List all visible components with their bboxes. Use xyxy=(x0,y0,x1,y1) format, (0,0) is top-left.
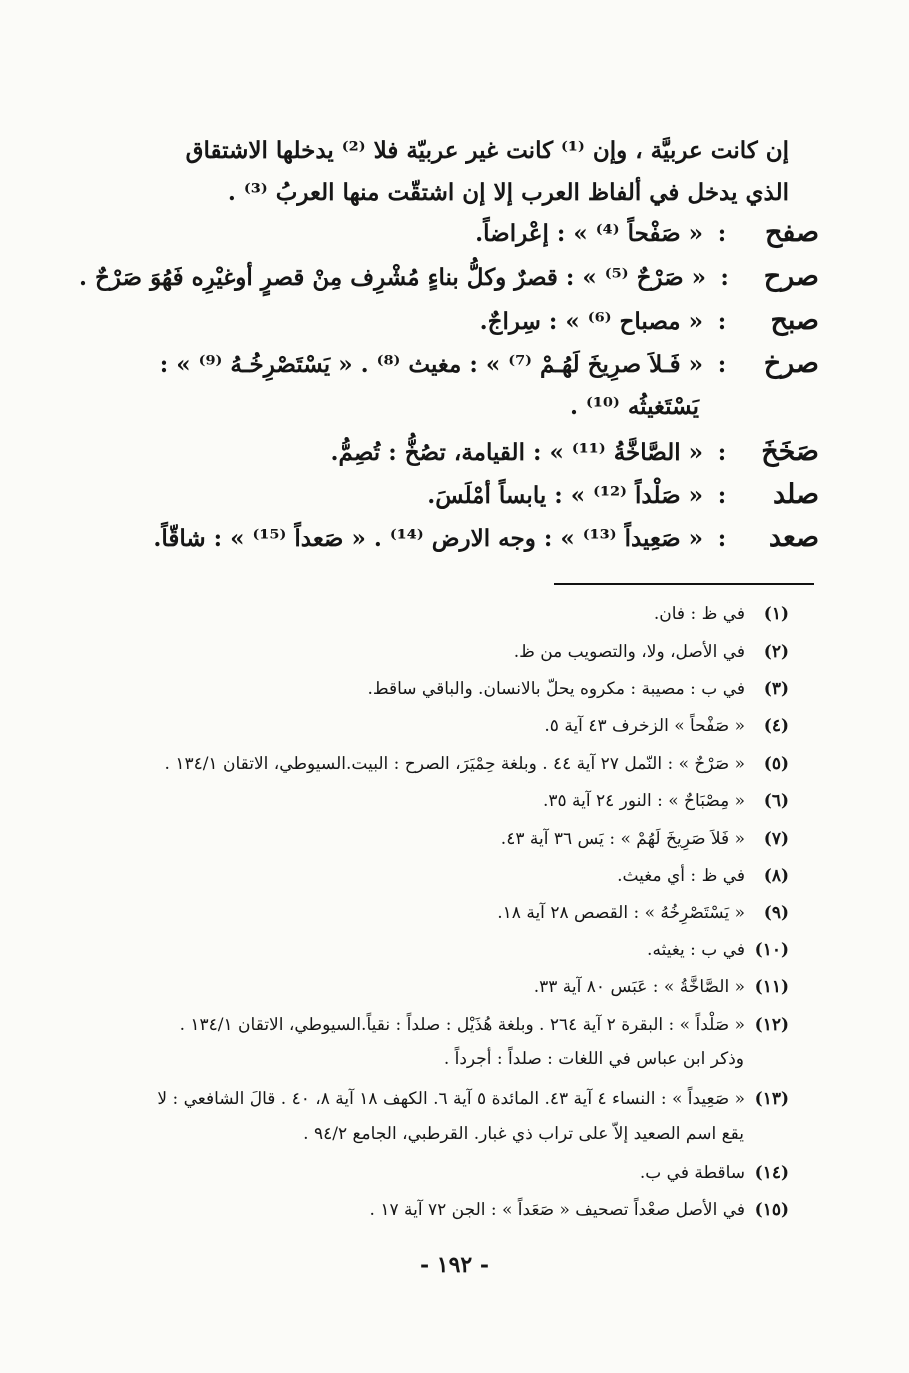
entry-headword: صعد xyxy=(768,522,819,553)
entry-separator: : xyxy=(717,351,727,378)
entry-definition: « الصَّاخَّةُ ⁽¹¹⁾ » : القيامة، تصُخُّ : تُصِمُّ. xyxy=(330,439,703,466)
entry-headword: صرخ xyxy=(763,348,819,379)
footnote xyxy=(99,752,789,776)
footnote-text: ساقطة في ب. xyxy=(639,1163,745,1183)
footnote-number: (١٢) xyxy=(754,1015,789,1035)
footnote-continuation: وذكر ابن عباس في اللغات : صلداً : أجرداً . xyxy=(443,1049,744,1069)
footnote-text: « الصَّاخَّةُ » : عَبَس ٨٠ آية ٣٣. xyxy=(533,977,745,997)
entry-sarkh-continuation: يَسْتَغيثُه ⁽¹⁰⁾ . xyxy=(569,393,699,420)
page-number: - ١٩٢ - xyxy=(419,1252,490,1278)
footnote xyxy=(99,1087,789,1111)
entry-sabh xyxy=(79,301,819,342)
entry-sarkh xyxy=(79,344,819,385)
footnote-text: « مِصْبَاحٌ » : النور ٢٤ آية ٣٥. xyxy=(542,791,745,811)
entry-definition: « صَعِيداً ⁽¹³⁾ » : وجه الارض ⁽¹⁴⁾ . « صَعداً ⁽¹⁵⁾ » : شاقّاً. xyxy=(153,525,703,552)
footnote-text: « يَسْتَصْرِخُهُ » : القصص ٢٨ آية ١٨. xyxy=(497,903,745,923)
footnote xyxy=(99,1198,789,1222)
entry-safh xyxy=(79,213,819,254)
entry-definition: « صَرْحٌ ⁽⁵⁾ » : قصرٌ وكلُّ بناءٍ مُشْرِف مِنْ قصرٍ أوغيْرِه فَهُوَ صَرْحٌ . xyxy=(79,264,707,291)
footnote-text: في الأصل، ولا، والتصويب من ظ. xyxy=(513,642,745,662)
footnote-text: « فَلاَ صَرِيخَ لَهُمْ » : يَس ٣٦ آية ٤٣. xyxy=(500,829,745,849)
entry-definition: « فَـلاَ صرِيخَ لَهُـمْ ⁽⁷⁾ » : مغيث ⁽⁸⁾ . « يَسْتَصْرِخُـهُ ⁽⁹⁾ » : xyxy=(159,351,703,378)
footnote-number: (١٣) xyxy=(754,1089,789,1109)
footnote xyxy=(99,714,789,738)
footnote-number: (٨) xyxy=(763,866,789,886)
intro-line-2: الذي يدخل في ألفاظ العرب إلا إن اشتقّت منها العربُ ⁽³⁾ . xyxy=(227,179,789,206)
entry-separator: : xyxy=(717,482,727,509)
footnote xyxy=(99,789,789,813)
footnote xyxy=(99,1013,789,1037)
footnote-text: في الأصل صعْداً تصحيف « صَعَداً » : الجن ٧٢ آية ١٧ . xyxy=(369,1200,745,1220)
footnote xyxy=(99,602,789,626)
entry-sarh xyxy=(79,257,819,298)
entry-headword: صبح xyxy=(770,305,819,336)
footnote-text: « صَعِيداً » : النساء ٤ آية ٤٣. المائدة ٥ آية ٦. الكهف ١٨ آية ٨، ٤٠ . قالَ الشافعي : لا xyxy=(157,1089,745,1109)
entry-sakhakh xyxy=(79,432,819,473)
footnote-number: (٥) xyxy=(763,754,789,774)
footnote-number: (٢) xyxy=(763,642,789,662)
entry-saad xyxy=(79,518,819,559)
footnote-number: (٣) xyxy=(763,679,789,699)
footnote-text: في ب : مصيبة : مكروه يحلّ بالانسان. والباقي ساقط. xyxy=(367,679,745,699)
footnote-number: (٩) xyxy=(763,903,789,923)
footnote-text: « صَلْداً » : البقرة ٢ آية ٢٦٤ . وبلغة هُذَيْل : صلداً : نقياً.السيوطي، الاتقان ١٣٤/١ . xyxy=(179,1015,745,1035)
footnote-number: (١) xyxy=(763,604,789,624)
footnote xyxy=(99,901,789,925)
footnote-number: (٧) xyxy=(763,829,789,849)
footnote-number: (١١) xyxy=(754,977,789,997)
footnote xyxy=(99,864,789,888)
footnote-continuation: يقع اسم الصعيد إلاّ على تراب ذي غبار. القرطبي، الجامع ٩٤/٢ . xyxy=(303,1124,744,1144)
entry-headword: صفح xyxy=(764,217,819,248)
entry-separator: : xyxy=(717,525,727,552)
footnote-text: في ظ : أي مغيث. xyxy=(617,866,745,886)
footnote xyxy=(99,827,789,851)
footnote-text: في ب : يغيثه. xyxy=(647,940,745,960)
entry-headword: صَخَخَ xyxy=(761,436,819,467)
entry-sald xyxy=(79,475,819,516)
entry-definition: « صَفْحاً ⁽⁴⁾ » : إعْراضاً. xyxy=(475,220,703,247)
entry-separator: : xyxy=(717,439,727,466)
footnote xyxy=(99,677,789,701)
entry-separator: : xyxy=(720,264,729,291)
footnote-divider xyxy=(554,583,814,585)
entry-headword: صلد xyxy=(772,479,819,510)
footnote-number: (١٥) xyxy=(754,1200,789,1220)
footnote-text: في ظ : فان. xyxy=(653,604,745,624)
footnote-text: « صَفْحاً » الزخرف ٤٣ آية ٥. xyxy=(544,716,745,736)
footnote-number: (٤) xyxy=(763,716,789,736)
entry-definition: « صَلْداً ⁽¹²⁾ » : يابساً أمْلَسَ. xyxy=(427,482,703,509)
footnote xyxy=(99,975,789,999)
footnote-number: (١٤) xyxy=(754,1163,789,1183)
footnote xyxy=(99,1161,789,1185)
entry-separator: : xyxy=(717,220,727,247)
entry-headword: صرح xyxy=(763,261,819,292)
entry-separator: : xyxy=(717,308,727,335)
footnote-number: (١٠) xyxy=(754,940,789,960)
intro-line-1: إن كانت عربيَّة ، وإن ⁽¹⁾ كانت غير عربيّة فلا ⁽²⁾ يدخلها الاشتقاق xyxy=(185,137,789,164)
footnote-text: « صَرْحٌ » : النّمل ٢٧ آية ٤٤ . وبلغة حِمْيَرَ، الصرح : البيت.السيوطي، الاتقان ١٣٤/١ . xyxy=(164,754,745,774)
entry-definition: « مصباح ⁽⁶⁾ » : سِراجٌ. xyxy=(479,308,703,335)
footnote xyxy=(99,640,789,664)
footnote-number: (٦) xyxy=(763,791,789,811)
footnote xyxy=(99,938,789,962)
